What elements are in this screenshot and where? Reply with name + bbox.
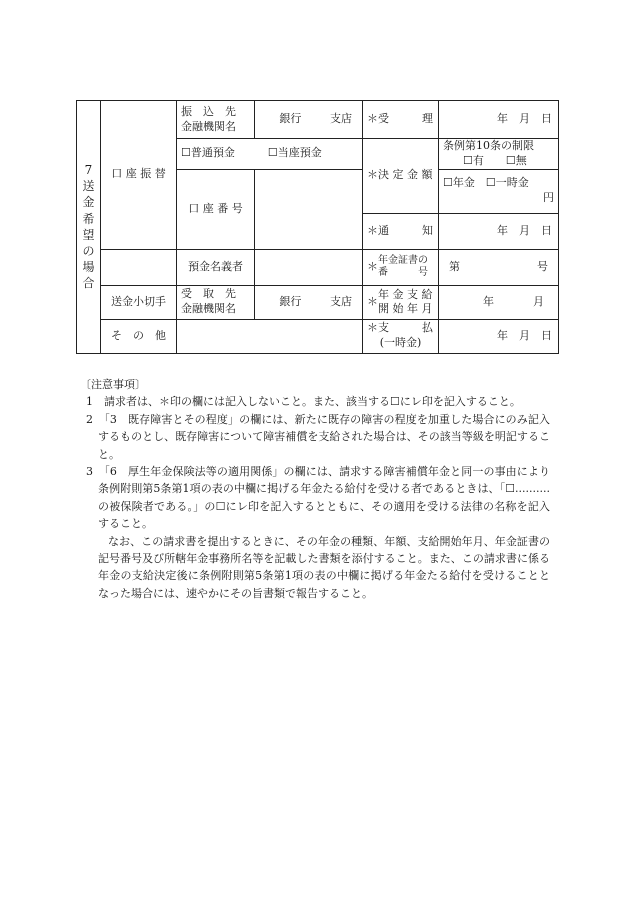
account-holder-field[interactable] (255, 249, 363, 285)
blank-cell (101, 249, 177, 285)
notes-section (80, 376, 550, 602)
receipt-label: ＊受 理 (363, 101, 439, 139)
notes-title: 〔注意事項〕 (80, 378, 146, 391)
pension-type-cell[interactable]: ☐年金 ☐一時金 円 (439, 169, 559, 213)
section-7-label: 7 送 金 希 望 の 場 合 (77, 101, 101, 354)
receipt-date[interactable]: 年 月 日 (439, 101, 559, 139)
certificate-number[interactable]: 第 号 (439, 249, 559, 285)
payment-date[interactable]: 年 月 日 (439, 319, 559, 353)
note-item-1: 1 請求者は、＊印の欄には記入しないこと。また、該当する☐にレ印を記入すること。 (86, 395, 521, 409)
pension-start-label: ＊ 年 金 支 給 開 始 年 月 (363, 285, 439, 319)
limit-cell[interactable]: 条例第10条の制限 ☐有 ☐無 (439, 139, 559, 170)
deposit-type[interactable]: ☐普通預金 ☐当座預金 (177, 139, 363, 170)
bank-field[interactable]: 銀行 支店 (255, 101, 363, 139)
account-transfer-label: 口 座 振 替 (101, 101, 177, 250)
account-number-label: 口 座 番 号 (177, 169, 255, 249)
remittance-table (76, 100, 559, 354)
note-paragraph: なお、この請求書を提出するときに、その年金の種類、年額、支給開始年月、年金証書の記号番号及び所轄年金事務所名等を記載した書類を添付すること。また、この請求書に係る年金の支給決定後に条例附則第5条第1項の表の中欄に掲げる年金たる給付を受けることとなった場合には、速やかにその旨書類で報告すること。 (98, 534, 550, 600)
receive-bank-label: 受 取 先 金融機関名 (177, 285, 255, 319)
other-label: そ の 他 (101, 319, 177, 353)
notice-date[interactable]: 年 月 日 (439, 213, 559, 249)
other-field[interactable] (177, 319, 363, 353)
note-item-2: 2 「3 既存障害とその程度」の欄には、新たに既存の障害の程度を加重した場合にのみ記入するものとし、既存障害について障害補償を支給された場合は、その該当等級を明記すること。 (86, 412, 550, 461)
account-number-field[interactable] (255, 169, 363, 249)
pension-start-date[interactable]: 年 月 (439, 285, 559, 319)
certificate-label: ＊ 年金証書の 番 号 (363, 249, 439, 285)
bank-label: 振 込 先 金融機関名 (177, 101, 255, 139)
note-item-3: 3 「6 厚生年金保険法等の適用関係」の欄には、請求する障害補償年金と同一の事由により条例附則第5条第1項の表の中欄に掲げる年金たる給付を受ける者であるときは、「☐..........の被保険者である。」の☐にレ印を記入するとともに、その適用を受ける法律の名称を記入すること。 (86, 465, 550, 531)
account-holder-label: 預金名義者 (177, 249, 255, 285)
payment-label: ＊支 払 (一時金) (363, 319, 439, 353)
receive-bank-field[interactable]: 銀行 支店 (255, 285, 363, 319)
decided-amount-label: ＊決 定 金 額 (363, 139, 439, 214)
check-label: 送金小切手 (101, 285, 177, 319)
notice-label: ＊通 知 (363, 213, 439, 249)
